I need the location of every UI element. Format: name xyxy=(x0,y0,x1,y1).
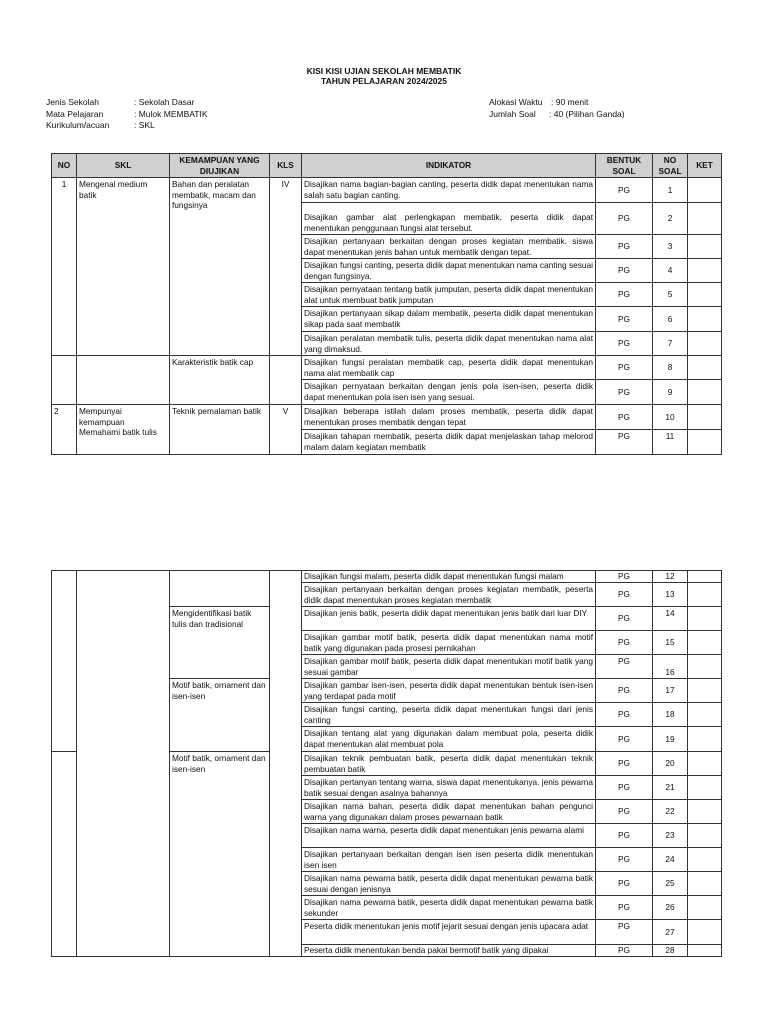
cell-no xyxy=(52,752,77,957)
table-row xyxy=(52,571,722,583)
cell-no-soal: 3 xyxy=(653,235,688,259)
meta-label: Alokasi Waktu xyxy=(489,97,543,107)
cell-no-soal: 23 xyxy=(653,824,688,848)
cell-indikator: Peserta didik menentukan benda pakai bermotif batik yang dipakai xyxy=(302,945,596,957)
meta-value: : 90 menit xyxy=(551,97,589,107)
cell-bentuk: PG xyxy=(596,727,653,752)
cell-ket xyxy=(688,679,722,703)
cell-no xyxy=(52,356,77,405)
cell-no-soal: 15 xyxy=(653,631,688,655)
cell-kls xyxy=(270,356,302,405)
cell-ket xyxy=(688,824,722,848)
cell-no-soal: 10 xyxy=(653,405,688,430)
header-indikator: INDIKATOR xyxy=(302,154,596,178)
cell-no-soal: 16 xyxy=(653,655,688,679)
cell-bentuk: PG xyxy=(596,752,653,776)
table-row xyxy=(52,178,722,203)
meta-value: : 40 (Pilihan Ganda) xyxy=(549,108,625,119)
cell-indikator: Disajikan tentang alat yang digunakan dalam membuat pola, peserta didik dapat menentukan alat membuat pola xyxy=(302,727,596,752)
cell-bentuk: PG xyxy=(596,631,653,655)
cell-ket xyxy=(688,178,722,203)
cell-ket xyxy=(688,945,722,957)
cell-kemampuan: Mengidentifikasi batik tulis dan tradisional xyxy=(170,607,270,679)
cell-skl xyxy=(77,571,170,957)
meta-value: : Sekolah Dasar xyxy=(134,97,195,107)
cell-kemampuan: Motif batik, ornament dan isen-isen xyxy=(170,679,270,752)
cell-no: 2 xyxy=(52,405,77,455)
header-ket: KET xyxy=(688,154,722,178)
cell-indikator: Disajikan pertanyaan berkaitan dengan isen isen peserta didik menentukan isen isen xyxy=(302,848,596,872)
cell-indikator: Disajikan fungsi peralatan membatik cap, peserta didik dapat menentukan nama alat membatik cap xyxy=(302,356,596,380)
meta-label: Mata Pelajaran xyxy=(46,108,104,119)
cell-indikator: Disajikan gambar motif batik, peserta didik dapat menentukan motif batik yang sesuai gambar xyxy=(302,655,596,679)
header-no: NO xyxy=(52,154,77,178)
cell-ket xyxy=(688,872,722,896)
cell-no-soal: 11 xyxy=(653,430,688,455)
cell-ket xyxy=(688,607,722,631)
kisi-table-page-1 xyxy=(51,153,722,455)
cell-ket xyxy=(688,283,722,307)
cell-no-soal: 19 xyxy=(653,727,688,752)
cell-bentuk: PG xyxy=(596,703,653,727)
cell-no-soal: 21 xyxy=(653,776,688,800)
cell-no-soal: 26 xyxy=(653,896,688,920)
cell-ket xyxy=(688,896,722,920)
cell-bentuk: PG xyxy=(596,896,653,920)
cell-ket xyxy=(688,235,722,259)
header-skl: SKL xyxy=(77,154,170,178)
cell-indikator: Disajikan pertanyaan berkaitan dengan proses kegiatan membatik, peserta didik dapat menentukan proses kegiatan membatik xyxy=(302,583,596,607)
table-row xyxy=(52,356,722,380)
cell-kls: V xyxy=(270,405,302,455)
cell-bentuk: PG xyxy=(596,380,653,405)
cell-indikator: Disajikan pertanyaan sikap dalam membatik, peserta didik dapat menentukan sikap pada saat membatik xyxy=(302,307,596,332)
meta-value: : SKL xyxy=(134,120,155,130)
cell-indikator: Disajikan gambar isen-isen, peserta didik dapat menentukan bentuk isen-isen yang terdapat pada motif xyxy=(302,679,596,703)
cell-indikator: Disajikan nama bahan, peserta didik dapat menentukan bahan pengunci warna yang digunakan dalam proses pewarnaan batik xyxy=(302,800,596,824)
meta-label: Kurikulum/acuan xyxy=(46,120,110,130)
meta-label: Jumlah Soal xyxy=(489,108,536,119)
cell-bentuk: PG xyxy=(596,920,653,945)
title-line-1: KISI KISI UJIAN SEKOLAH MEMBATIK xyxy=(306,66,462,76)
cell-indikator: Disajikan fungsi canting, peserta didik dapat menentukan fungsi dari jenis canting xyxy=(302,703,596,727)
cell-ket xyxy=(688,583,722,607)
cell-bentuk: PG xyxy=(596,679,653,703)
cell-no-soal: 4 xyxy=(653,259,688,283)
meta-right xyxy=(489,97,625,120)
cell-ket xyxy=(688,655,722,679)
cell-ket xyxy=(688,380,722,405)
cell-no-soal: 13 xyxy=(653,583,688,607)
cell-no-soal: 28 xyxy=(653,945,688,957)
cell-no-soal: 22 xyxy=(653,800,688,824)
cell-bentuk: PG xyxy=(596,203,653,235)
cell-ket xyxy=(688,307,722,332)
cell-ket xyxy=(688,727,722,752)
cell-indikator: Disajikan nama bagian-bagian canting, peserta didik dapat menentukan nama salah satu bagian canting. xyxy=(302,178,596,203)
cell-indikator: Disajikan jenis batik, peserta didik dapat menentukan jenis batik dari luar DIY xyxy=(302,607,596,631)
cell-bentuk: PG xyxy=(596,332,653,356)
cell-no-soal: 12 xyxy=(653,571,688,583)
cell-ket xyxy=(688,332,722,356)
cell-indikator: Disajikan pertanyaan berkaitan dengan proses kegiatan membatik. siswa dapat menentukan jenis bahan untuk membatik dengan tepat. xyxy=(302,235,596,259)
table-header-row xyxy=(52,154,722,178)
cell-kemampuan xyxy=(170,571,270,607)
cell-no-soal: 1 xyxy=(653,178,688,203)
cell-kls: IV xyxy=(270,178,302,356)
cell-indikator: Disajikan nama warna, peserta didik dapat menentukan jenis pewarna alami xyxy=(302,824,596,848)
cell-bentuk: PG xyxy=(596,655,653,679)
cell-no-soal: 8 xyxy=(653,356,688,380)
cell-indikator: Disajikan gambar alat perlengkapan membatik, peserta didik dapat menentukan penggunaan fungsi alat tersebut. xyxy=(302,203,596,235)
cell-indikator: Disajikan gambar motif batik, peserta didik dapat menentukan nama motif batik yang digunakan pada prosesi pernikahan xyxy=(302,631,596,655)
cell-kemampuan: Teknik pemalaman batik xyxy=(170,405,270,455)
cell-indikator: Peserta didik menentukan jenis motif jejarit sesuai dengan jenis upacara adat xyxy=(302,920,596,945)
cell-indikator: Disajikan beberapa istilah dalam proses membatik, peserta didik dapat menentukan proses membatik dengan tepat xyxy=(302,405,596,430)
cell-ket xyxy=(688,848,722,872)
cell-indikator: Disajikan teknik pembuatan batik, peserta didik dapat menentukan teknik pembuatan batik xyxy=(302,752,596,776)
cell-indikator: Disajikan pernyataan berkaitan dengan jenis pola isen-isen, peserta didik dapat menentukan pola isen isen yang sesuai. xyxy=(302,380,596,405)
cell-ket xyxy=(688,776,722,800)
cell-no: 1 xyxy=(52,178,77,356)
cell-skl: Mengenal medium batik xyxy=(77,178,170,356)
kisi-table-page-2 xyxy=(51,570,722,957)
cell-no-soal: 6 xyxy=(653,307,688,332)
cell-no-soal: 20 xyxy=(653,752,688,776)
cell-ket xyxy=(688,405,722,430)
cell-kemampuan: Bahan dan peralatan membatik, macam dan fungsinya xyxy=(170,178,270,356)
cell-no-soal: 2 xyxy=(653,203,688,235)
cell-indikator: Disajikan fungsi malam, peserta didik dapat menentukan fungsi malam xyxy=(302,571,596,583)
cell-indikator: Disajikan pertanyan tentang warna, siswa dapat menentukanya. jenis pewarna batik sesuai dengan asalnya bahannya xyxy=(302,776,596,800)
cell-bentuk: PG xyxy=(596,356,653,380)
cell-bentuk: PG xyxy=(596,178,653,203)
cell-no-soal: 14 xyxy=(653,607,688,631)
cell-ket xyxy=(688,356,722,380)
cell-no-soal: 7 xyxy=(653,332,688,356)
cell-no-soal: 9 xyxy=(653,380,688,405)
cell-indikator: Disajikan pernyataan tentang batik jumputan, peserta didik dapat menentukan alat untuk membuat batik jumputan xyxy=(302,283,596,307)
meta-label: Jenis Sekolah xyxy=(46,97,99,107)
cell-bentuk: PG xyxy=(596,405,653,430)
cell-ket xyxy=(688,430,722,455)
cell-no-soal: 27 xyxy=(653,920,688,945)
cell-bentuk: PG xyxy=(596,824,653,848)
cell-bentuk: PG xyxy=(596,283,653,307)
meta-left xyxy=(46,97,208,132)
cell-ket xyxy=(688,631,722,655)
cell-ket xyxy=(688,752,722,776)
header-kls: KLS xyxy=(270,154,302,178)
cell-bentuk: PG xyxy=(596,583,653,607)
cell-no-soal: 24 xyxy=(653,848,688,872)
cell-bentuk: PG xyxy=(596,800,653,824)
cell-indikator: Disajikan tahapan membatik, peserta didik dapat menjelaskan tahap melorod malam dalam kegiatan membatik xyxy=(302,430,596,455)
cell-ket xyxy=(688,259,722,283)
cell-bentuk: PG xyxy=(596,571,653,583)
cell-bentuk: PG xyxy=(596,872,653,896)
cell-no-soal: 5 xyxy=(653,283,688,307)
cell-indikator: Disajikan nama pewarna batik, peserta didik dapat menentukan pewarna batik sesuai dengan jenisnya xyxy=(302,872,596,896)
cell-bentuk: PG xyxy=(596,848,653,872)
table-row xyxy=(52,405,722,430)
cell-kls xyxy=(270,571,302,957)
cell-bentuk: PG xyxy=(596,945,653,957)
cell-skl xyxy=(77,356,170,405)
header-kemampuan: KEMAMPUAN YANG DIUJIKAN xyxy=(170,154,270,178)
cell-kemampuan: Karakteristik batik cap xyxy=(170,356,270,405)
cell-no-soal: 25 xyxy=(653,872,688,896)
cell-bentuk: PG xyxy=(596,430,653,455)
cell-no-soal: 18 xyxy=(653,703,688,727)
cell-bentuk: PG xyxy=(596,235,653,259)
cell-indikator: Disajikan fungsi canting, peserta didik dapat menentukan nama canting sesuai dengan fungsinya. xyxy=(302,259,596,283)
header-no-soal: NO SOAL xyxy=(653,154,688,178)
cell-ket xyxy=(688,800,722,824)
cell-skl: Mempunyai kemampuan Memahami batik tulis xyxy=(77,405,170,455)
cell-ket xyxy=(688,203,722,235)
meta-value: : Mulok MEMBATIK xyxy=(134,108,208,119)
title-line-2: TAHUN PELAJARAN 2024/2025 xyxy=(321,76,447,86)
cell-no xyxy=(52,571,77,752)
cell-kemampuan: Motif batik, ornament dan isen-isen xyxy=(170,752,270,957)
document-title xyxy=(0,66,768,86)
cell-indikator: Disajikan peralatan membatik tulis, peserta didik dapat menentukan nama alat yang dimaksud. xyxy=(302,332,596,356)
header-bentuk-soal: BENTUK SOAL xyxy=(596,154,653,178)
cell-bentuk: PG xyxy=(596,776,653,800)
cell-bentuk: PG xyxy=(596,307,653,332)
cell-ket xyxy=(688,703,722,727)
cell-ket xyxy=(688,920,722,945)
cell-indikator: Disajikan nama pewarna batik, peserta didik dapat menentukan pewarna batik sekunder xyxy=(302,896,596,920)
cell-ket xyxy=(688,571,722,583)
cell-bentuk: PG xyxy=(596,607,653,631)
cell-bentuk: PG xyxy=(596,259,653,283)
cell-no-soal: 17 xyxy=(653,679,688,703)
